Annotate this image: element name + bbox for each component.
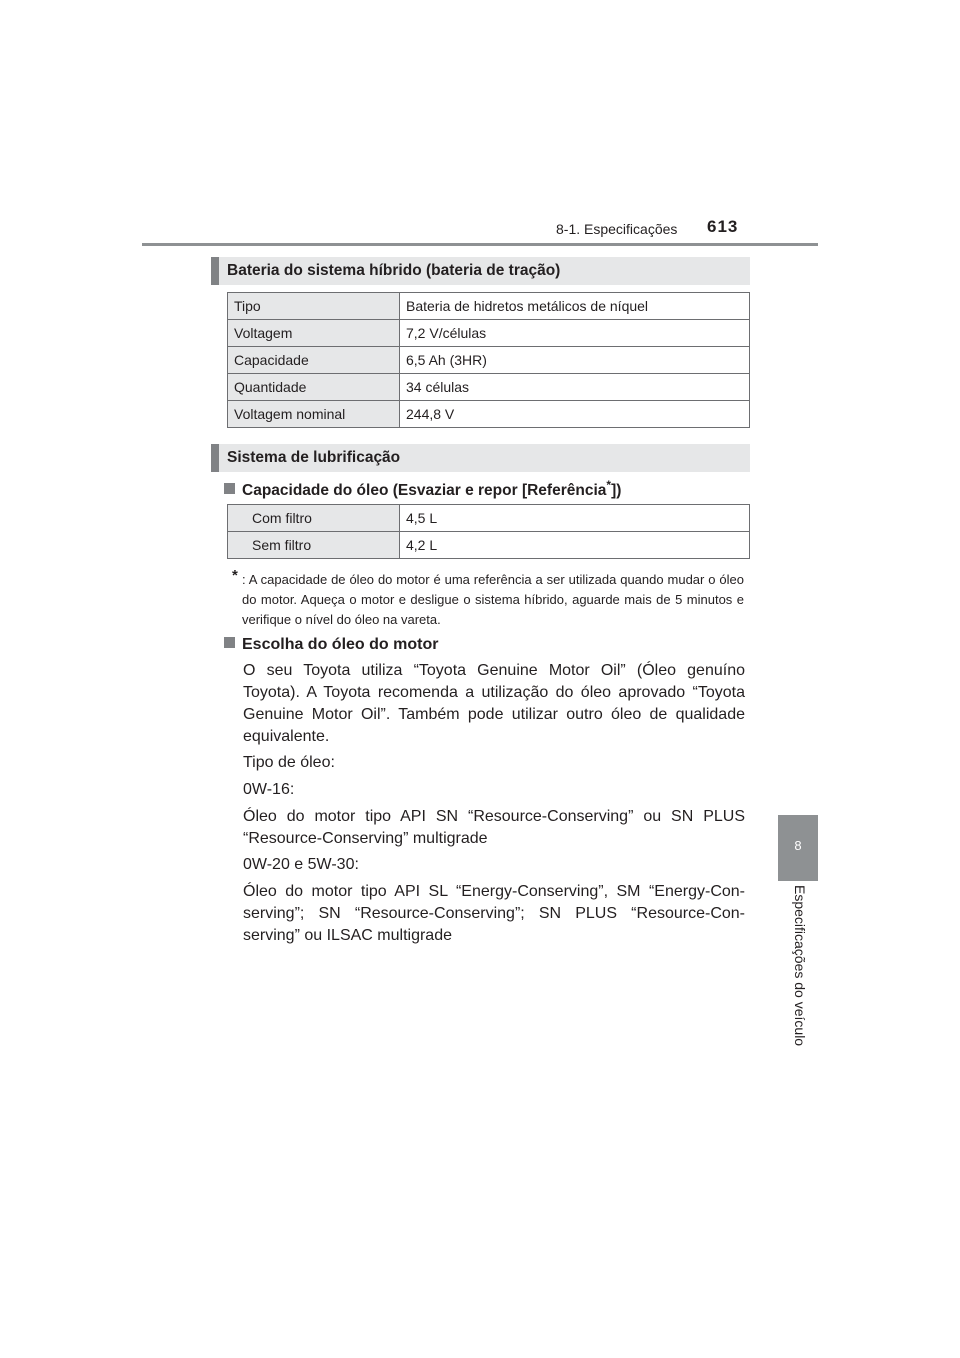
oil-capacity-table [227,504,750,559]
battery-spec-table [227,292,750,428]
reference-mark: * [606,478,612,492]
table-value: Bateria de hidretos metálicos de níquel [400,293,750,320]
footnote-text: : A capacidade de óleo do motor é uma referência a ser utilizada quando mudar o óleo do motor. Aqueça o motor e desligue o sistema híbrido, aguarde mais de 5 minutos e verifique o nível do óleo na vareta. [242,572,744,627]
table-row [228,505,750,532]
chapter-label: Especificações do veículo [792,885,808,1047]
table-key: Capacidade [228,347,400,374]
table-key: Voltagem [228,320,400,347]
table-row [228,401,750,428]
oil-choice-heading-text: Escolha do óleo do motor [242,636,439,653]
oil-choice-heading [224,636,438,654]
chapter-tab [778,815,818,881]
battery-section-title: Bateria do sistema híbrido (bateria de tração) [211,257,750,285]
table-value: 34 células [400,374,750,401]
page-number: 613 [707,217,739,236]
oil-grade-1: 0W-16: [243,781,295,798]
table-key: Quantidade [228,374,400,401]
oil-grade-2-description: Óleo do motor tipo API SL “Energy-Conserving”, SM “Energy-Con-serving”; SN “Resource-Conserving”; SN PLUS “Resource-Con-serving” ou ILSAC multigrade [243,883,745,944]
table-key: Tipo [228,293,400,320]
oil-grade-1-description: Óleo do motor tipo API SN “Resource-Conserving” ou SN PLUS “Resource-Conserving” multigrade [243,808,745,847]
lubrication-section-title: Sistema de lubrificação [211,444,750,472]
oil-capacity-footnote [232,567,744,630]
table-value: 6,5 Ah (3HR) [400,347,750,374]
oil-choice-intro: O seu Toyota utiliza “Toyota Genuine Motor Oil” (Óleo genuíno Toyota). A Toyota recomenda a utilização do óleo aprovado “Toyota Genuine Motor Oil”. Também pode utilizar outro óleo de qualidade equivalente. [243,662,745,745]
table-row [228,320,750,347]
table-value: 4,5 L [400,505,750,532]
square-bullet-icon [224,637,235,648]
oil-type-label: Tipo de óleo: [243,754,335,771]
chapter-number: 8 [794,838,802,853]
square-bullet-icon [224,483,235,494]
oil-capacity-heading [224,478,621,500]
table-key: Com filtro [228,505,400,532]
table-row [228,347,750,374]
header-section-title: 8-1. Especificações [556,221,678,237]
header-rule [142,243,818,246]
oil-capacity-heading-end: ]) [611,482,622,499]
table-value: 4,2 L [400,532,750,559]
table-key: Voltagem nominal [228,401,400,428]
footnote-mark: * [232,567,238,584]
table-value: 7,2 V/células [400,320,750,347]
table-key: Sem filtro [228,532,400,559]
table-row [228,532,750,559]
table-row [228,374,750,401]
table-value: 244,8 V [400,401,750,428]
table-row [228,293,750,320]
oil-capacity-heading-text: Capacidade do óleo (Esvaziar e repor [Referência [242,482,607,499]
oil-grade-2: 0W-20 e 5W-30: [243,856,359,873]
